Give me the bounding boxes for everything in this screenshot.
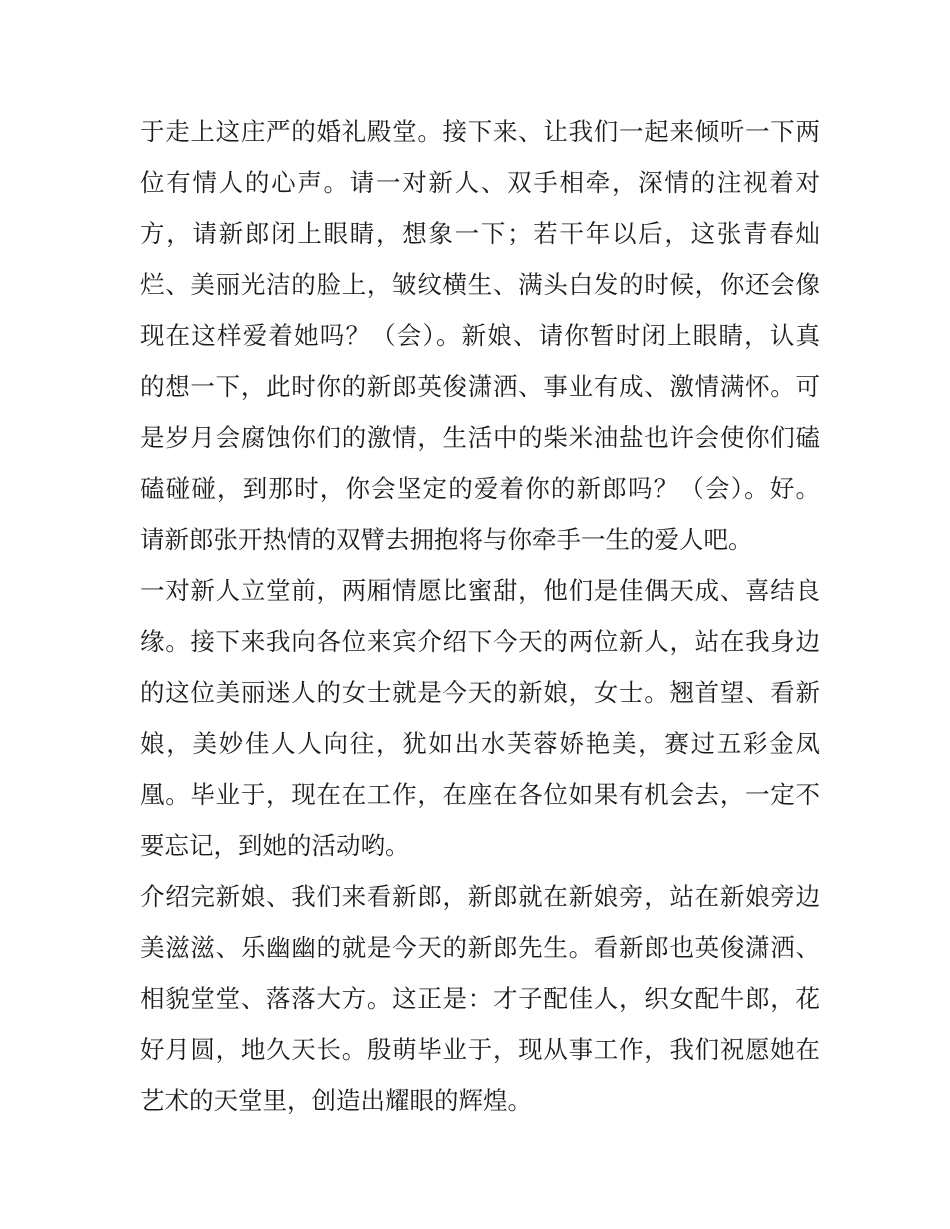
text-line: 现在这样爱着她吗？（会）。新娘、请你暂时闭上眼睛，认真 — [140, 321, 820, 350]
text-line: 于走上这庄严的婚礼殿堂。接下来、让我们一起来倾听一下两 — [140, 117, 820, 146]
text-line: 的这位美丽迷人的女士就是今天的新娘，女士。翘首望、看新 — [140, 678, 820, 707]
document-body — [140, 106, 820, 1126]
text-line: 娘，美妙佳人人向往，犹如出水芙蓉娇艳美，赛过五彩金凤 — [140, 729, 820, 758]
text-line: 艺术的天堂里，创造出耀眼的辉煌。 — [140, 1086, 532, 1115]
text-line: 的想一下，此时你的新郎英俊潇洒、事业有成、激情满怀。可 — [140, 372, 820, 401]
text-line: 位有情人的心声。请一对新人、双手相牵，深情的注视着对 — [140, 168, 820, 197]
text-line: 方，请新郎闭上眼睛，想象一下；若干年以后，这张青春灿 — [140, 219, 820, 248]
text-line: 相貌堂堂、落落大方。这正是：才子配佳人，织女配牛郎，花 — [140, 984, 820, 1013]
text-line: 介绍完新娘、我们来看新郎，新郎就在新娘旁，站在新娘旁边 — [140, 882, 820, 911]
text-line: 一对新人立堂前，两厢情愿比蜜甜，他们是佳偶天成、喜结良 — [140, 576, 820, 605]
text-line: 是岁月会腐蚀你们的激情，生活中的柴米油盐也许会使你们磕 — [140, 423, 820, 452]
text-line: 缘。接下来我向各位来宾介绍下今天的两位新人，站在我身边 — [140, 627, 820, 656]
text-line: 请新郎张开热情的双臂去拥抱将与你牵手一生的爱人吧。 — [140, 525, 753, 554]
text-line: 要忘记，到她的活动哟。 — [140, 831, 410, 860]
text-line: 磕碰碰，到那时，你会坚定的爱着你的新郎吗？（会）。好。 — [140, 474, 820, 503]
text-line: 烂、美丽光洁的脸上，皱纹横生、满头白发的时候，你还会像 — [140, 270, 820, 299]
text-line: 美滋滋、乐幽幽的就是今天的新郎先生。看新郎也英俊潇洒、 — [140, 933, 820, 962]
text-line: 好月圆，地久天长。殷萌毕业于，现从事工作，我们祝愿她在 — [140, 1035, 820, 1064]
text-line: 凰。毕业于，现在在工作，在座在各位如果有机会去，一定不 — [140, 780, 820, 809]
